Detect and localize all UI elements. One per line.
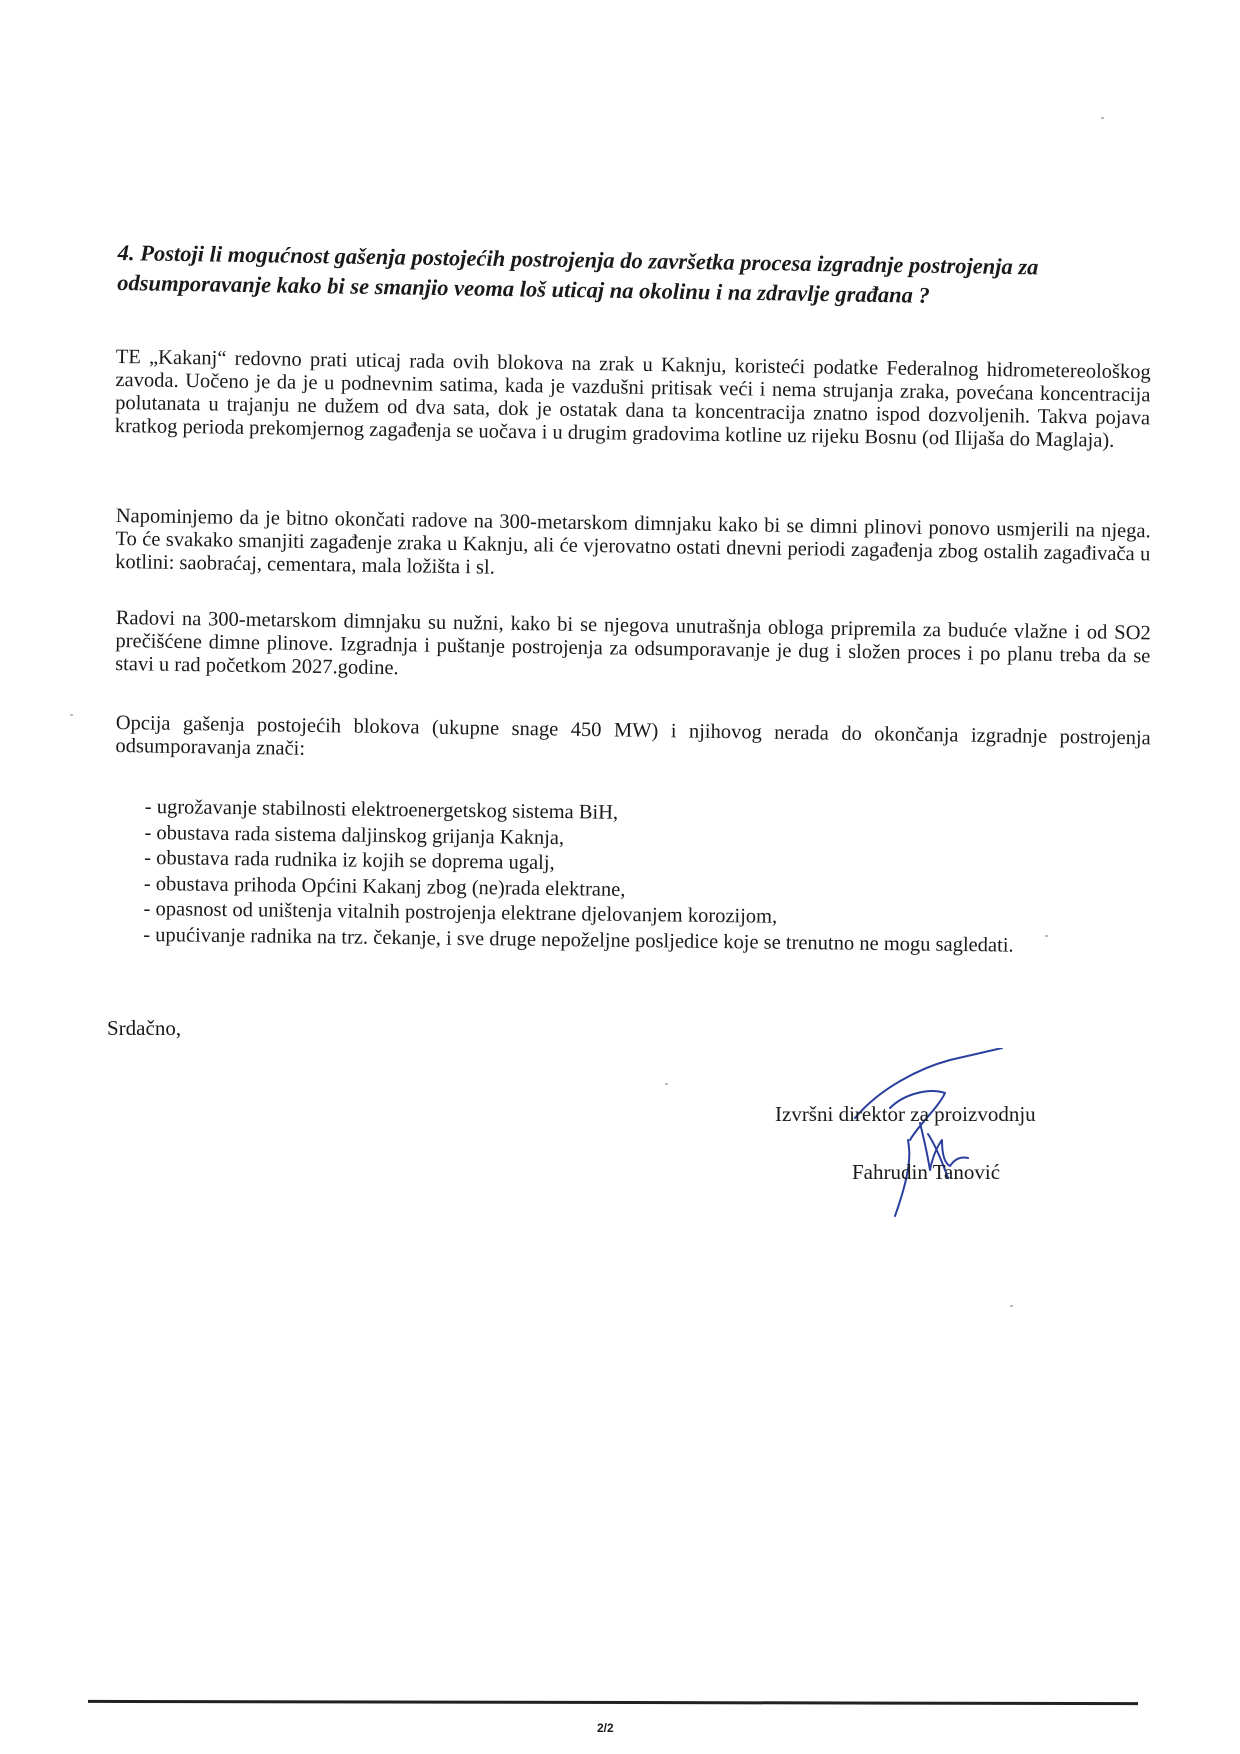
closing-salutation: Srdačno, (107, 1016, 182, 1040)
signatory-name: Fahrudin Tanović (852, 1160, 1001, 1184)
paragraph-monitoring: TE „Kakanj“ redovno prati uticaj rada ovih blokova na zrak u Kaknju, koristeći podatke Federalnog hidrometereološkog zavoda. Uočeno je da je u podnevnim satima, kada je vazdušni pritisak veći i nema strujanja zraka, povećana koncentracija polutanata u trajanju ne dužem od dva sata, dok je ostatak dana ta koncentracija znatno ispod dozvoljenih. Takva pojava kratkog perioda prekomjernog zagađenja se uočava i u drugim gradovima kotline uz rijeku Bosnu (od Ilijaša do Maglaja). (114, 346, 1151, 452)
footer-divider (88, 1700, 1138, 1705)
list-item: - ugrožavanje stabilnosti elektroenergetskog sistema BiH, (144, 795, 619, 824)
paragraph-shutdown-option: Opcija gašenja postojećih blokova (ukupne snage 450 MW) i njihovog nerada do okončanja izgradnje postrojenja odsumporavanja znači: (115, 712, 1151, 760)
scan-speck (1045, 935, 1048, 937)
scan-speck (665, 1083, 668, 1085)
signatory-title: Izvršni direktor za proizvodnju (775, 1102, 1036, 1126)
list-item: - obustava prihoda Općini Kakanj zbog (ne)rada elektrane, (143, 872, 626, 901)
consequences-list (143, 795, 1045, 959)
question-line-1: 4. Postoji li mogućnost gašenja postojećih postrojenja do završetka procesa izgradnje postrojenja za (117, 239, 1039, 280)
handwritten-signature (850, 1048, 1010, 1218)
list-item: - obustava rada sistema daljinskog grijanja Kaknja, (144, 821, 565, 849)
list-item: - opasnost od uništenja vitalnih postrojenja elektrane djelovanjem korozijom, (143, 897, 778, 928)
page-number: 2/2 (597, 1721, 614, 1735)
paragraph-chimney-completion: Napominjemo da je bitno okončati radove na 300-metarskom dimnjaku kako bi se dimni plinovi ponovo usmjerili na njega. To će svakako smanjiti zagađenje zraka u Kaknju, ali će vjerovatno ostati dnevni periodi zagađenja zbog ostalih zagađivača u kotlini: saobraćaj, cementara, mala ložišta i sl. (114, 505, 1151, 579)
list-item: - obustava rada rudnika iz kojih se doprema ugalj, (144, 846, 555, 875)
list-item: - upućivanje radnika na trz. čekanje, i sve druge nepoželjne posljedice koje se trenutno ne mogu sagledati. (143, 923, 1014, 957)
paragraph-chimney-works: Radovi na 300-metarskom dimnjaku su nužni, kako bi se njegova unutrašnja obloga pripremila za buduće vlažne i od SO2 prečišćene dimne plinove. Izgradnja i puštanje postrojenja za odsumporavanje je dug i složen proces i po planu treba da se stavi u rad početkom 2027.godine. (114, 607, 1151, 680)
question-heading (117, 238, 1058, 313)
scan-speck (70, 714, 73, 716)
scan-speck (1101, 117, 1104, 119)
question-line-2: odsumporavanje kako bi se smanjio veoma loš uticaj na okolinu i na zdravlje građana ? (117, 269, 930, 308)
scan-speck (1010, 1305, 1013, 1307)
